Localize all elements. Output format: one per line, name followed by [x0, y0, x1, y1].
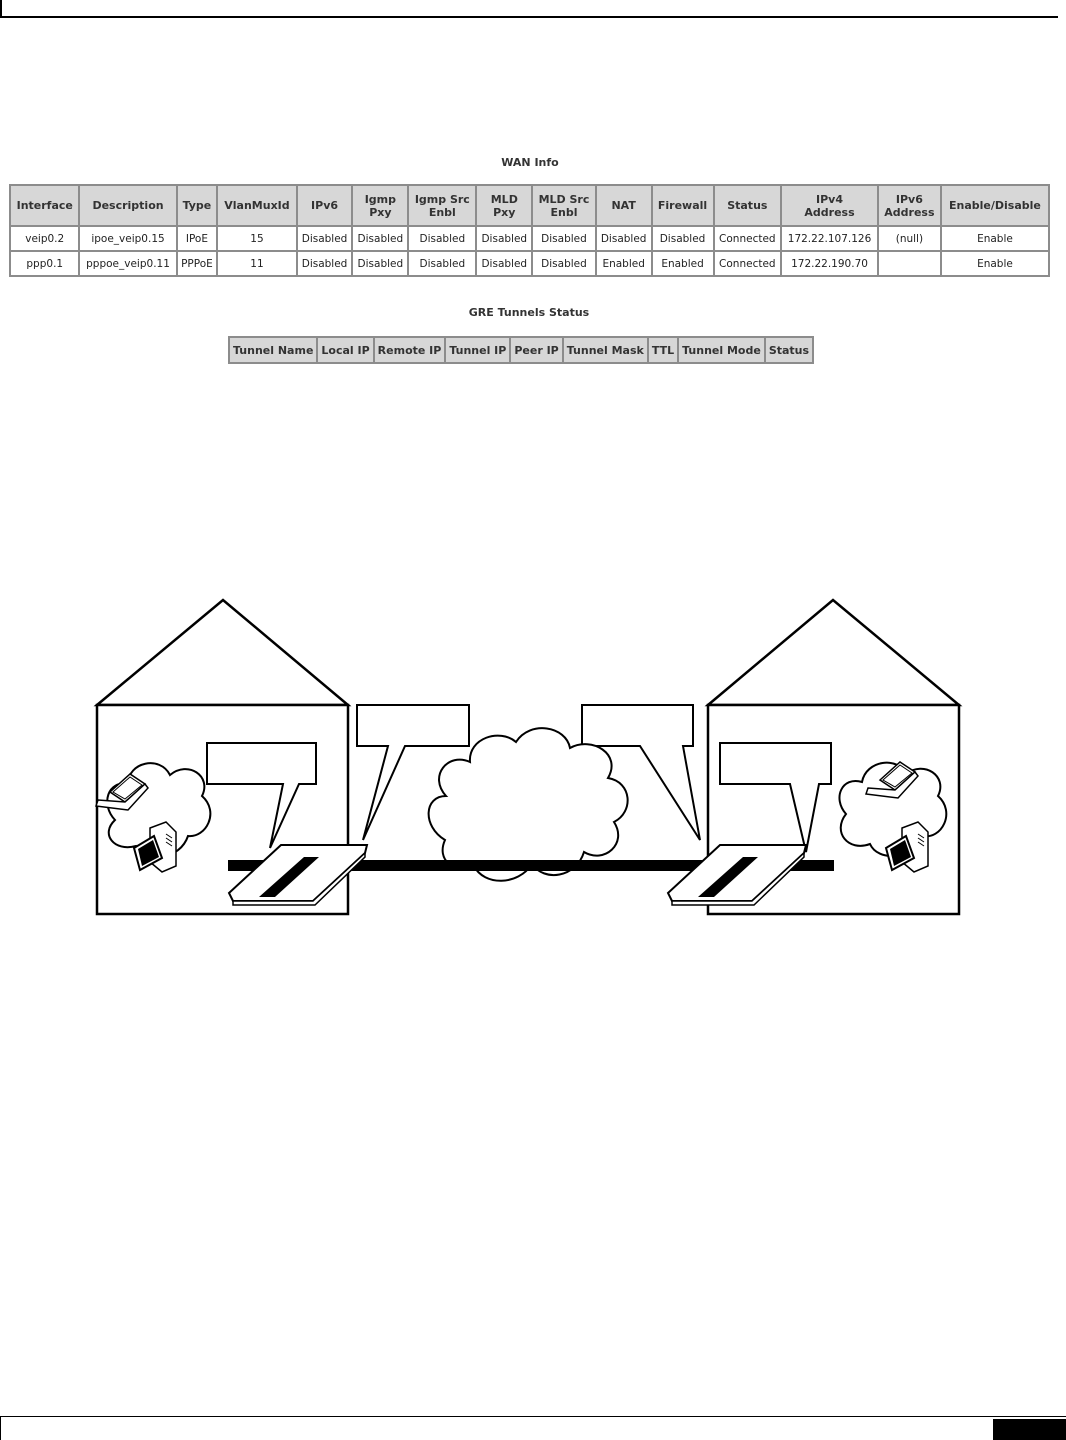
table-cell: Disabled: [352, 226, 408, 251]
gre-column-header: Remote IP: [374, 337, 446, 363]
wan-column-header-text: Description: [92, 199, 164, 212]
wan-column-header-text: IPv6: [311, 199, 339, 212]
gre-tunnels-header-row: [229, 337, 813, 363]
wan-column-header-text: Pxy: [369, 205, 392, 219]
wan-column-header-text: Type: [182, 199, 212, 212]
wan-column-header: [408, 185, 476, 226]
wan-column-header-text: Igmp: [364, 192, 397, 206]
gre-column-header: Tunnel IP: [445, 337, 510, 363]
wan-column-header-text: Enable/Disable: [949, 199, 1041, 212]
page-number-box: [993, 1419, 1066, 1440]
table-cell: PPPoE: [177, 251, 218, 276]
gre-tunnels-status-title: GRE Tunnels Status: [468, 306, 590, 319]
table-cell: Enable: [941, 226, 1049, 251]
page-footer-border: [0, 1416, 1066, 1440]
wan-column-header-text: NAT: [611, 199, 636, 212]
table-cell: Disabled: [408, 251, 476, 276]
wan-info-header-row: [10, 185, 1049, 226]
wan-column-header-text: IPv6: [895, 192, 923, 206]
wan-info-title: WAN Info: [501, 156, 559, 169]
gre-column-header: Local IP: [317, 337, 373, 363]
page-header-border: [0, 0, 1058, 18]
gre-column-header: Tunnel Mode: [678, 337, 765, 363]
gre-tunnel-diagram: [0, 590, 1066, 930]
wan-column-header-text: MLD Src: [538, 192, 590, 206]
wan-column-header: [177, 185, 218, 226]
table-cell: Connected: [714, 226, 782, 251]
wan-column-header: [652, 185, 714, 226]
table-cell: Enable: [941, 251, 1049, 276]
gre-tunnels-table: [228, 336, 814, 364]
wan-column-header-text: Interface: [16, 199, 73, 212]
table-cell: ppp0.1: [10, 251, 79, 276]
wan-column-header: [941, 185, 1049, 226]
table-cell: Enabled: [596, 251, 652, 276]
gre-column-header: Tunnel Name: [229, 337, 317, 363]
table-cell: Connected: [714, 251, 782, 276]
wan-column-header-text: Status: [727, 199, 768, 212]
wan-column-header-text: Igmp Src: [414, 192, 470, 206]
gre-column-header: Status: [765, 337, 813, 363]
wan-column-header-text: Address: [884, 205, 935, 219]
table-cell: IPoE: [177, 226, 218, 251]
wan-column-header: [476, 185, 532, 226]
wan-column-header: [217, 185, 296, 226]
wan-column-header: [781, 185, 878, 226]
gre-column-header: TTL: [648, 337, 678, 363]
wan-column-header-text: Enbl: [428, 205, 456, 219]
table-cell: pppoe_veip0.11: [79, 251, 176, 276]
table-row: [10, 226, 1049, 251]
wan-info-table: [9, 184, 1050, 277]
gre-column-header: Tunnel Mask: [563, 337, 648, 363]
table-cell: Enabled: [652, 251, 714, 276]
wan-column-header-text: Pxy: [493, 205, 516, 219]
wan-column-header: [714, 185, 782, 226]
table-cell: 172.22.107.126: [781, 226, 878, 251]
wan-column-header: [297, 185, 353, 226]
wan-column-header: [352, 185, 408, 226]
wan-column-header-text: Address: [804, 205, 855, 219]
wan-column-header: [596, 185, 652, 226]
wan-column-header: [532, 185, 596, 226]
table-row: [10, 251, 1049, 276]
table-cell: Disabled: [596, 226, 652, 251]
table-cell: 172.22.190.70: [781, 251, 878, 276]
internet-cloud-icon: [429, 728, 628, 881]
gre-column-header: Peer IP: [510, 337, 562, 363]
table-cell: veip0.2: [10, 226, 79, 251]
table-cell: 11: [217, 251, 296, 276]
table-cell: Disabled: [297, 251, 353, 276]
wan-column-header-text: IPv4: [816, 192, 844, 206]
table-cell: Disabled: [532, 251, 596, 276]
table-cell: Disabled: [297, 226, 353, 251]
table-cell: 15: [217, 226, 296, 251]
wan-info-body: [10, 226, 1049, 276]
wan-column-header-text: VlanMuxId: [224, 199, 290, 212]
table-cell: Disabled: [352, 251, 408, 276]
wan-column-header: [878, 185, 941, 226]
table-cell: Disabled: [476, 251, 532, 276]
table-cell: Disabled: [476, 226, 532, 251]
table-cell: Disabled: [532, 226, 596, 251]
table-cell: [878, 251, 941, 276]
wan-column-header: [10, 185, 79, 226]
table-cell: ipoe_veip0.15: [79, 226, 176, 251]
table-cell: (null): [878, 226, 941, 251]
wan-column-header-text: Firewall: [657, 199, 708, 212]
wan-column-header-text: Enbl: [550, 205, 578, 219]
wan-column-header: [79, 185, 176, 226]
table-cell: Disabled: [408, 226, 476, 251]
table-cell: Disabled: [652, 226, 714, 251]
wan-column-header-text: MLD: [490, 192, 518, 206]
